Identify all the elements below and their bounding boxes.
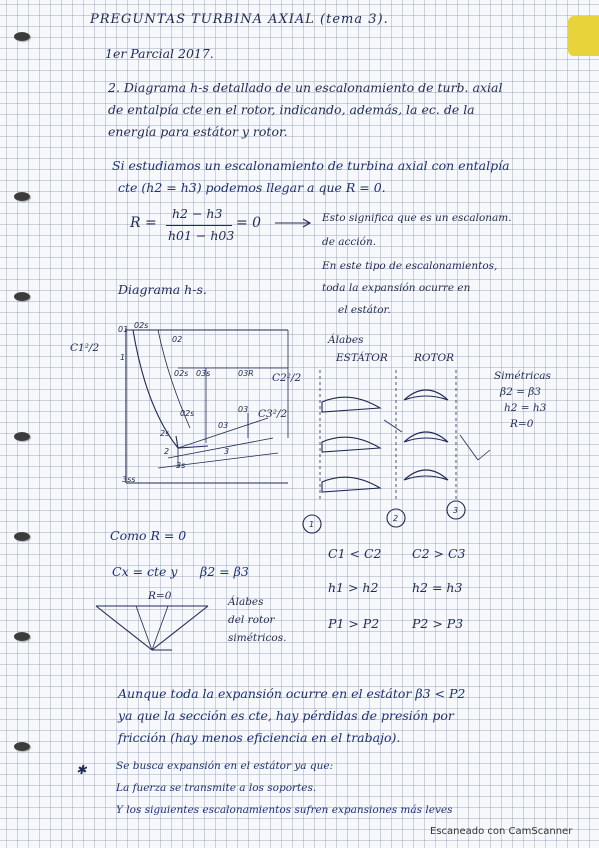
c2-label: C2²/2 [272,372,302,384]
binder-ring [14,32,30,41]
page-title: PREGUNTAS TURBINA AXIAL (tema 3). [90,12,389,27]
conclusion-line: ya que la sección es cte, hay pérdidas de presión por [118,708,454,723]
hs-label: 03 [238,405,249,414]
hs-label: 3 [224,447,230,456]
hs-label: 01 [118,325,129,334]
hs-label: 02 [172,335,183,344]
blades-title: Álabes [328,334,364,346]
c1-label: C1²/2 [70,342,100,354]
answer-line: cte (h2 = h3) podemos llegar a que R = 0. [118,180,386,195]
alabes-note: Álabes [228,596,264,608]
hs-label: 3s [176,461,186,470]
hs-label: 3ss [122,475,136,484]
symmetric-note: R=0 [510,418,534,430]
beta-line: β2 = β3 [200,564,249,579]
note-line: Esto significa que es un escalonam. [322,212,512,224]
cx-line: Cx = cte y [112,564,178,579]
hs-label: 1 [120,353,126,362]
exam-subtitle: 1er Parcial 2017. [105,46,214,61]
comparison-left: C1 < C2 [328,546,382,561]
conclusion-line: fricción (hay menos eficiencia en el trabajo). [118,730,401,745]
answer-line: Si estudiamos un escalonamiento de turbina axial con entalpía [112,158,510,173]
hs-label: 03s [196,369,211,378]
comparison-left: P1 > P2 [328,616,380,631]
question-line: energía para estátor y rotor. [108,124,288,139]
rotor-label: ROTOR [414,352,455,364]
bullet-line: La fuerza se transmite a los soportes. [116,782,317,794]
bullet-line: Se busca expansión en el estátor ya que: [116,760,334,772]
station-label: 1 [309,520,315,529]
symmetric-note: h2 = h3 [504,402,547,414]
binder-ring [14,632,30,641]
r0-label: R=0 [148,590,172,602]
question-line: de entalpía cte en el rotor, indicando, además, la ec. de la [108,102,475,117]
alabes-note: simétricos. [228,632,287,644]
comparison-right: h2 = h3 [412,580,463,595]
yellow-tab [568,16,599,56]
hs-label: 03R [238,369,254,378]
symmetric-note: Simétricas [494,370,551,382]
scanner-footer: Escaneado con CamScanner [430,826,573,837]
hs-label: 02s [180,409,195,418]
binder-ring [14,532,30,541]
comparison-right: C2 > C3 [412,546,466,561]
hs-label: 2 [164,447,170,456]
stator-label: ESTÁTOR [336,352,388,364]
alabes-note: del rotor [228,614,275,626]
note-line: En este tipo de escalonamientos, [322,260,498,272]
formula-equals: = 0 [236,215,262,231]
blade-cascade-diagram [300,360,500,540]
comparison-right: P2 > P3 [412,616,464,631]
como-line: Como R = 0 [110,528,187,543]
velocity-triangle [96,600,216,660]
fraction-bar [166,225,232,226]
note-line: el estátor. [338,304,391,316]
c3-label: C3²/2 [258,408,288,420]
binder-ring [14,742,30,751]
hs-label: 02s [134,321,149,330]
bullet-line: Y los siguientes escalonamientos sufren expansiones más leves [116,804,453,816]
formula-numerator: h2 − h3 [172,206,223,221]
binder-ring [14,292,30,301]
formula-r: R = [130,215,157,231]
conclusion-line: Aunque toda la expansión ocurre en el estátor β3 < P2 [118,686,466,701]
symmetric-note: β2 = β3 [500,386,541,398]
hs-label: 03 [218,421,229,430]
station-label: 2 [393,514,399,523]
question-line: 2. Diagrama h-s detallado de un escalonamiento de turb. axial [108,80,503,95]
comparison-left: h1 > h2 [328,580,379,595]
hs-label: 2s [160,429,170,438]
binder-ring [14,432,30,441]
formula-denominator: h01 − h03 [168,228,235,243]
arrow-icon [275,218,315,228]
hs-label: 02s [174,369,189,378]
station-label: 3 [453,506,459,515]
diagram-title: Diagrama h-s. [118,282,207,297]
note-line: toda la expansión ocurre en [322,282,471,294]
star-bullet: ✱ [76,762,87,777]
note-line: de acción. [322,236,377,248]
binder-ring [14,192,30,201]
